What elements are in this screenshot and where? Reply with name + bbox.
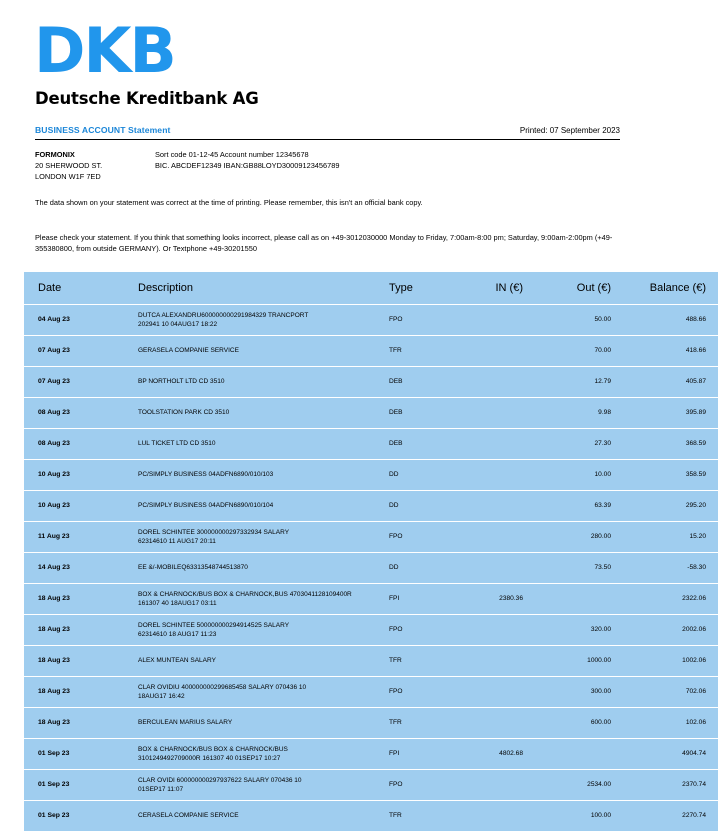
cell-balance: 4904.74 [625, 738, 718, 769]
table-row [24, 304, 718, 335]
cell-date: 01 Sep 23 [24, 769, 120, 800]
contact-notice: Please check your statement. If you think that something looks incorrect, please call as on +49-3012030000 Monday to Friday, 7:00am-8:00 pm; Saturday, 9:00am-2:00pm (+49-355380800, from outside GERMANY). Or Textphone +49-30201550 [35, 232, 613, 253]
cell-description [120, 676, 383, 707]
cell-out-amount: 300.00 [535, 676, 625, 707]
description-line-1: BERCULEAN MARIUS SALARY [138, 719, 233, 727]
description-line-1: PC/SIMPLY BUSINESS 04ADFN6890/010/104 [138, 502, 274, 510]
cell-in-amount [451, 552, 535, 583]
cell-balance: -58.30 [625, 552, 718, 583]
cell-type: DD [383, 490, 451, 521]
cell-type: FPI [383, 738, 451, 769]
cell-in-amount [451, 397, 535, 428]
table-row [24, 397, 718, 428]
cell-out-amount: 100.00 [535, 800, 625, 831]
table-row [24, 707, 718, 738]
cell-out-amount: 9.98 [535, 397, 625, 428]
cell-type: TFR [383, 707, 451, 738]
description-line-1: DOREL SCHINTEE 500000000294914525 SALARY [138, 621, 290, 629]
column-header-in: IN (€) [451, 272, 535, 305]
cell-out-amount: 50.00 [535, 304, 625, 335]
cell-balance: 2370.74 [625, 769, 718, 800]
description-line-1: CERASELA COMPANIE SERVICE [138, 812, 239, 820]
column-header-description: Description [120, 272, 383, 305]
cell-type: TFR [383, 335, 451, 366]
description-line-1: DUTCA ALEXANDRU600000000291984329 TRANCPORT [138, 311, 309, 319]
cell-date: 07 Aug 23 [24, 335, 120, 366]
transactions-table [24, 272, 718, 831]
cell-out-amount: 73.50 [535, 552, 625, 583]
cell-out-amount: 12.79 [535, 366, 625, 397]
table-row [24, 521, 718, 552]
description-line-1: ALEX MUNTEAN SALARY [138, 657, 216, 665]
description-line-2: 3101249492709000R 161307 40 01SEP17 10:27 [138, 754, 281, 762]
cell-out-amount: 63.39 [535, 490, 625, 521]
sort-code-and-account-number: Sort code 01-12-45 Account number 12345678 [155, 149, 309, 159]
cell-date: 10 Aug 23 [24, 490, 120, 521]
cell-out-amount: 1000.00 [535, 645, 625, 676]
column-header-date: Date [24, 272, 120, 305]
description-line-1: EE &/-MOBILEQ63313548744513870 [138, 564, 248, 572]
description-line-2: 161307 40 18AUG17 03:11 [138, 599, 217, 607]
cell-description [120, 366, 383, 397]
cell-in-amount [451, 614, 535, 645]
cell-in-amount [451, 490, 535, 521]
cell-date: 18 Aug 23 [24, 583, 120, 614]
cell-in-amount [451, 645, 535, 676]
description-line-2: 01SEP17 11:07 [138, 785, 184, 793]
description-line-2: 18AUG17 16:42 [138, 692, 185, 700]
cell-balance: 405.87 [625, 366, 718, 397]
cell-in-amount [451, 366, 535, 397]
cell-date: 18 Aug 23 [24, 614, 120, 645]
cell-balance: 418.66 [625, 335, 718, 366]
cell-type: FPO [383, 614, 451, 645]
table-row [24, 738, 718, 769]
cell-description [120, 645, 383, 676]
cell-description [120, 459, 383, 490]
cell-description [120, 800, 383, 831]
cell-date: 08 Aug 23 [24, 428, 120, 459]
cell-type: DEB [383, 397, 451, 428]
cell-type: DEB [383, 428, 451, 459]
cell-description [120, 769, 383, 800]
cell-out-amount: 600.00 [535, 707, 625, 738]
cell-description [120, 335, 383, 366]
table-row [24, 676, 718, 707]
cell-date: 08 Aug 23 [24, 397, 120, 428]
cell-balance: 15.20 [625, 521, 718, 552]
cell-description [120, 521, 383, 552]
description-line-1: LUL TICKET LTD CD 3510 [138, 440, 216, 448]
cell-description [120, 428, 383, 459]
cell-date: 07 Aug 23 [24, 366, 120, 397]
table-row [24, 583, 718, 614]
cell-balance: 702.06 [625, 676, 718, 707]
cell-date: 18 Aug 23 [24, 707, 120, 738]
table-row [24, 614, 718, 645]
cell-type: TFR [383, 645, 451, 676]
description-line-1: TOOLSTATION PARK CD 3510 [138, 409, 230, 417]
cell-description [120, 738, 383, 769]
table-row [24, 552, 718, 583]
account-info-row [35, 149, 622, 183]
statement-title-row [35, 125, 620, 135]
cell-description [120, 614, 383, 645]
cell-type: DD [383, 552, 451, 583]
cell-balance: 368.59 [625, 428, 718, 459]
cell-balance: 395.89 [625, 397, 718, 428]
cell-balance: 358.59 [625, 459, 718, 490]
description-line-1: BOX & CHARNOCK/BUS BOX & CHARNOCK,BUS 4703041128109400R [138, 590, 352, 598]
cell-date: 18 Aug 23 [24, 645, 120, 676]
cell-in-amount: 4802.68 [451, 738, 535, 769]
table-row [24, 769, 718, 800]
bic-and-iban: BIC. ABCDEF12349 IBAN:GB88LOYD30009123456789 [155, 161, 340, 171]
cell-in-amount [451, 676, 535, 707]
cell-date: 11 Aug 23 [24, 521, 120, 552]
cell-description [120, 583, 383, 614]
cell-balance: 295.20 [625, 490, 718, 521]
cell-out-amount: 10.00 [535, 459, 625, 490]
description-line-1: CLAR OVIDIU 400000000299685458 SALARY 070436 10 [138, 683, 307, 691]
description-line-1: PC/SIMPLY BUSINESS 04ADFN6890/010/103 [138, 471, 274, 479]
cell-in-amount [451, 428, 535, 459]
account-identifiers [155, 149, 339, 183]
cell-type: DD [383, 459, 451, 490]
cell-date: 14 Aug 23 [24, 552, 120, 583]
cell-date: 10 Aug 23 [24, 459, 120, 490]
cell-description [120, 490, 383, 521]
transactions-table-head [24, 272, 718, 305]
cell-type: FPO [383, 304, 451, 335]
cell-description [120, 397, 383, 428]
address-line-2: LONDON W1F 7ED [35, 172, 101, 182]
cell-balance: 2322.06 [625, 583, 718, 614]
transactions-table-body [24, 304, 718, 831]
cell-out-amount [535, 738, 625, 769]
cell-description [120, 707, 383, 738]
table-row [24, 800, 718, 831]
correctness-notice: The data shown on your statement was correct at the time of printing. Please remember, this isn't an official bank copy. [35, 197, 423, 207]
cell-date: 18 Aug 23 [24, 676, 120, 707]
cell-in-amount [451, 800, 535, 831]
cell-in-amount [451, 769, 535, 800]
description-line-2: 202941 10 04AUG17 18:22 [138, 320, 218, 328]
cell-type: TFR [383, 800, 451, 831]
cell-balance: 488.66 [625, 304, 718, 335]
column-header-balance: Balance (€) [625, 272, 718, 305]
cell-out-amount: 320.00 [535, 614, 625, 645]
customer-name: FORMONIX [35, 149, 75, 159]
table-row [24, 490, 718, 521]
description-line-1: DOREL SCHINTEE 300000000297332934 SALARY [138, 528, 290, 536]
cell-date: 01 Sep 23 [24, 800, 120, 831]
cell-in-amount: 2380.36 [451, 583, 535, 614]
description-line-1: CLAR OVIDI 600000000297937622 SALARY 070436 10 [138, 776, 302, 784]
dkb-logo-text: DKB [34, 14, 175, 87]
cell-out-amount: 280.00 [535, 521, 625, 552]
table-row [24, 366, 718, 397]
cell-out-amount: 27.30 [535, 428, 625, 459]
cell-out-amount: 2534.00 [535, 769, 625, 800]
table-row [24, 428, 718, 459]
cell-balance: 102.06 [625, 707, 718, 738]
description-line-1: BP NORTHOLT LTD CD 3510 [138, 378, 225, 386]
cell-out-amount [535, 583, 625, 614]
cell-type: FPO [383, 521, 451, 552]
header-divider [35, 139, 620, 140]
description-line-2: 62314610 11 AUG17 20:11 [138, 537, 216, 545]
column-header-out: Out (€) [535, 272, 625, 305]
description-line-1: BOX & CHARNOCK/BUS BOX & CHARNOCK/BUS [138, 745, 288, 753]
cell-description [120, 552, 383, 583]
cell-type: FPO [383, 769, 451, 800]
printed-date: Printed: 07 September 2023 [519, 125, 620, 135]
table-row [24, 335, 718, 366]
cell-in-amount [451, 335, 535, 366]
column-header-type: Type [383, 272, 451, 305]
cell-balance: 1002.06 [625, 645, 718, 676]
page-title: BUSINESS ACCOUNT Statement [35, 124, 171, 135]
cell-in-amount [451, 459, 535, 490]
table-row [24, 645, 718, 676]
cell-out-amount: 70.00 [535, 335, 625, 366]
table-row [24, 459, 718, 490]
cell-date: 04 Aug 23 [24, 304, 120, 335]
cell-in-amount [451, 304, 535, 335]
cell-in-amount [451, 707, 535, 738]
description-line-2: 62314610 18 AUG17 11:23 [138, 630, 217, 638]
address-line-1: 20 SHERWOOD ST. [35, 161, 103, 171]
cell-description [120, 304, 383, 335]
description-line-1: GERASELA COMPANIE SERVICE [138, 347, 239, 355]
bank-logo-block [22, 0, 622, 108]
cell-date: 01 Sep 23 [24, 738, 120, 769]
cell-type: DEB [383, 366, 451, 397]
table-header-row [24, 272, 718, 305]
cell-balance: 2270.74 [625, 800, 718, 831]
cell-in-amount [451, 521, 535, 552]
customer-address [35, 149, 155, 183]
bank-full-name: Deutsche Kreditbank AG [35, 88, 259, 108]
cell-type: FPO [383, 676, 451, 707]
cell-type: FPI [383, 583, 451, 614]
cell-balance: 2002.06 [625, 614, 718, 645]
